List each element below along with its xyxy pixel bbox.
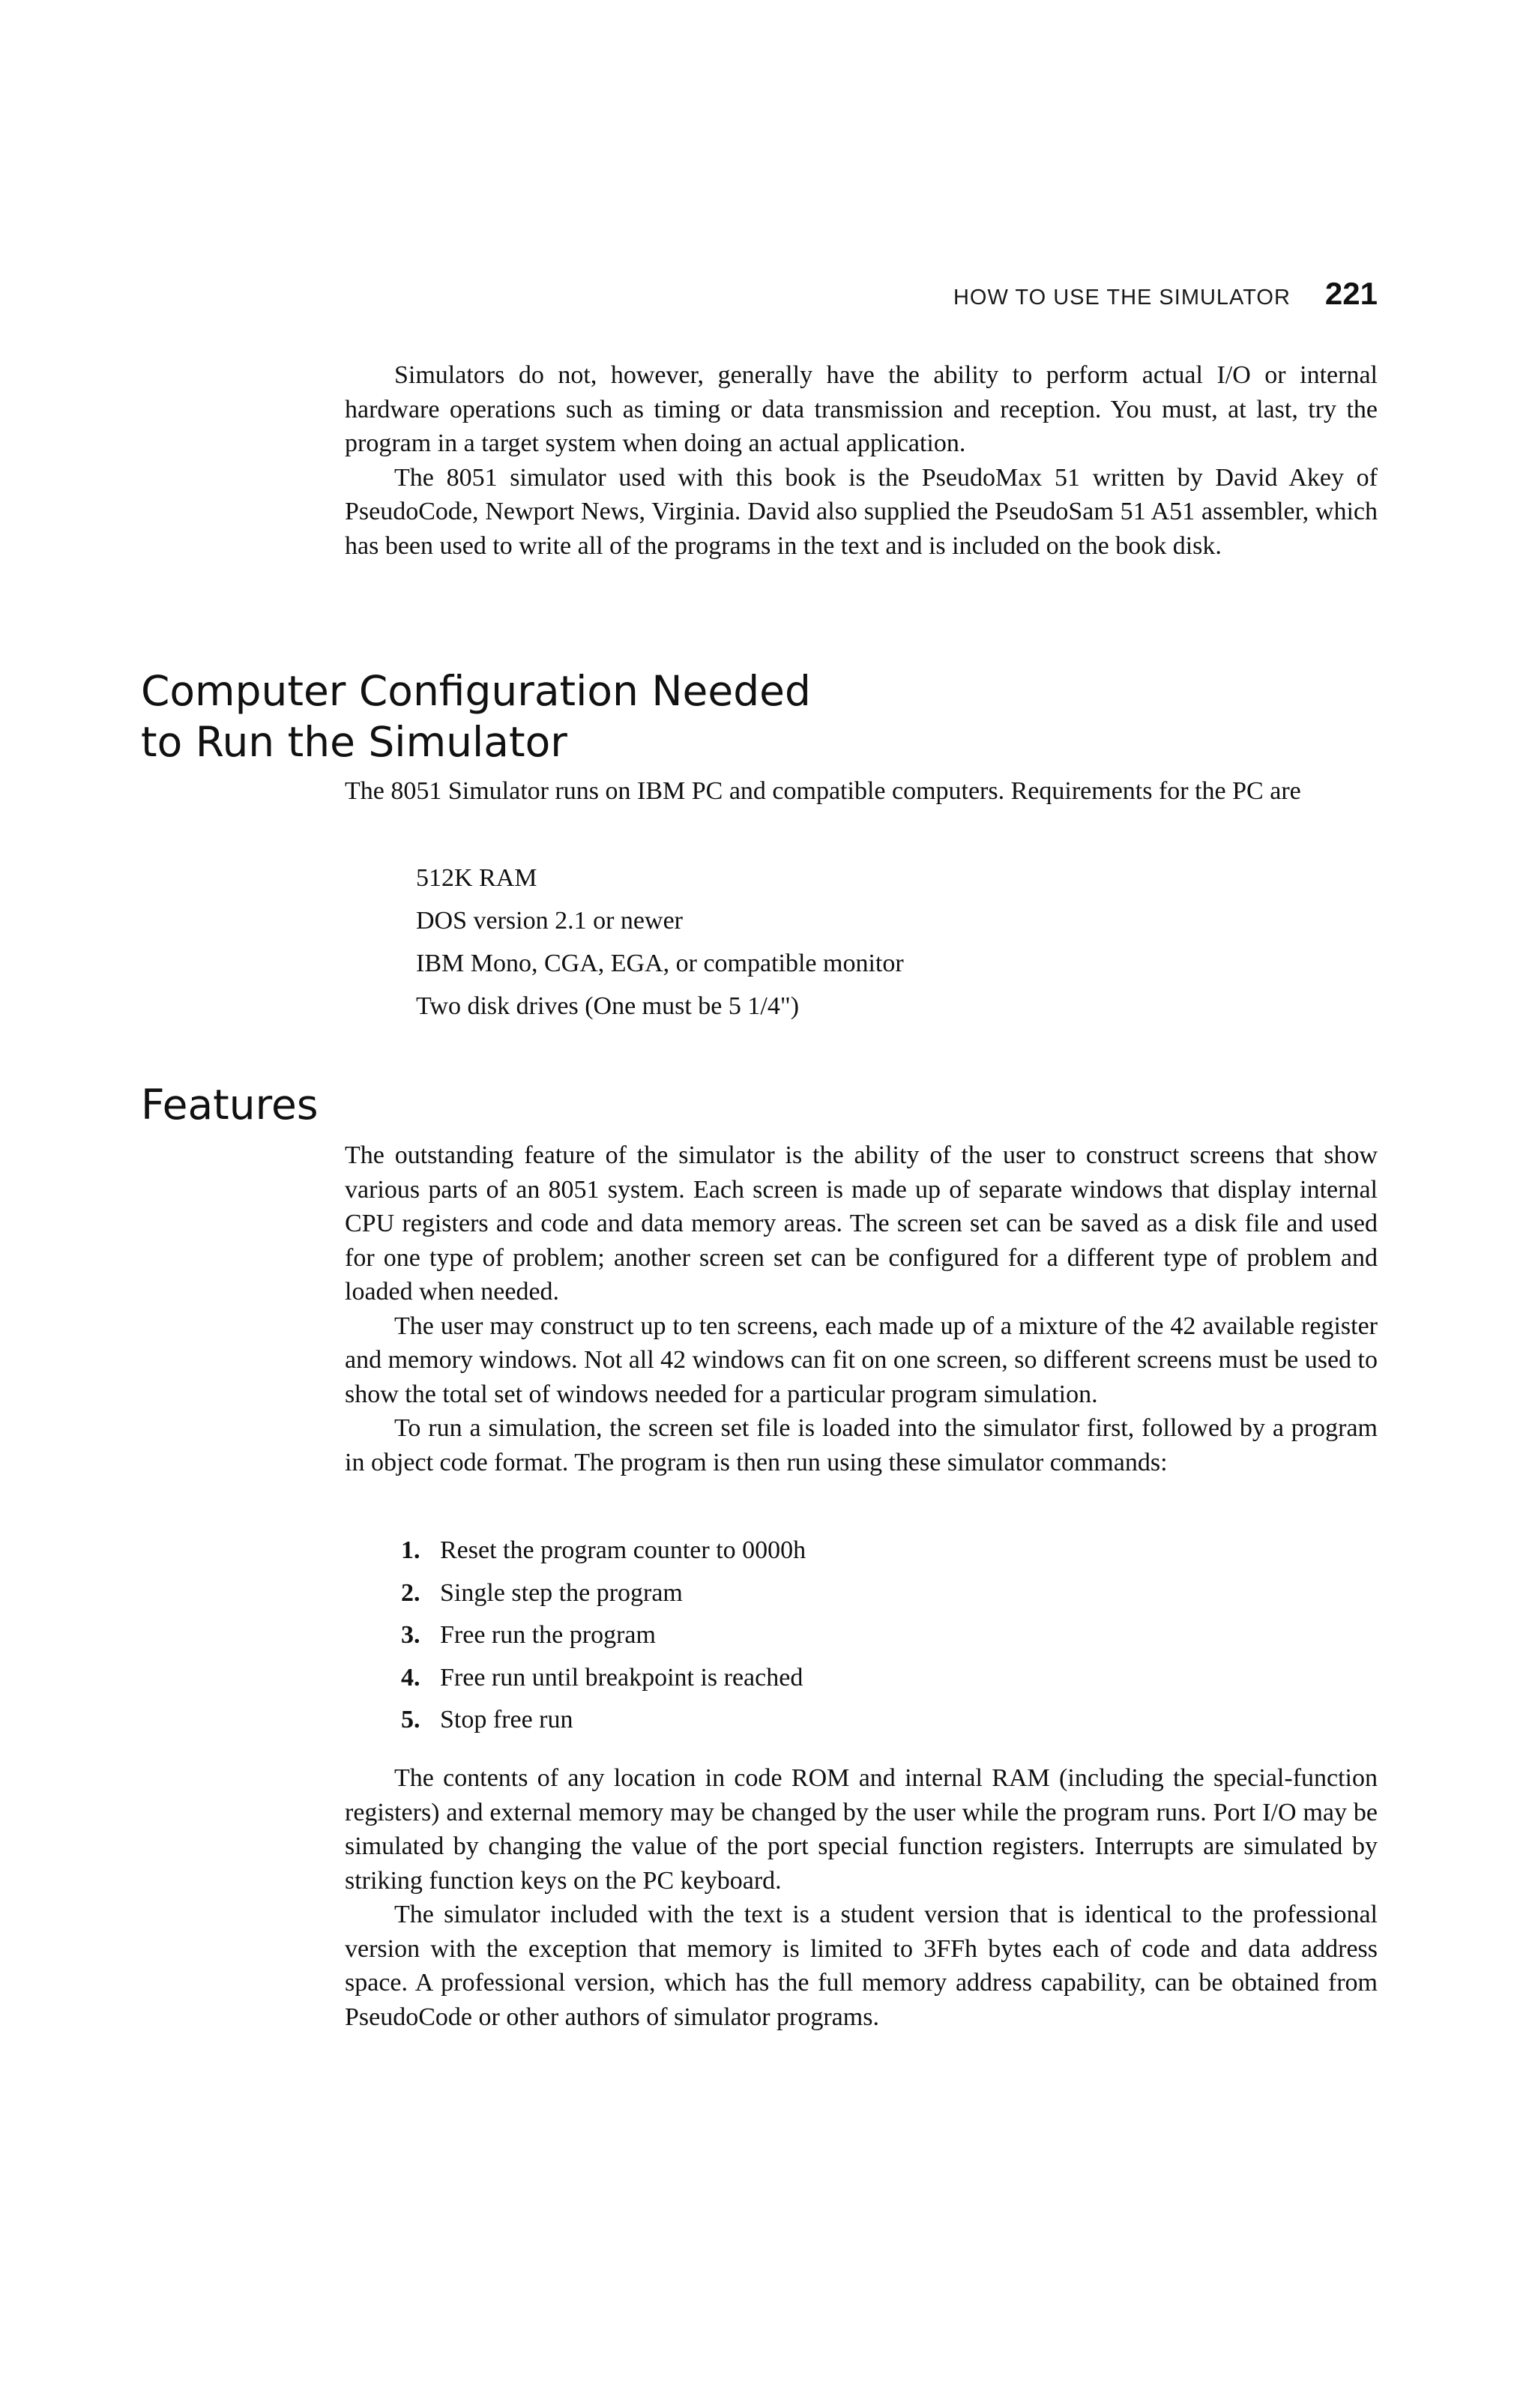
config-heading-line-2: to Run the Simulator [141,718,567,766]
command-number: 2. [401,1578,420,1607]
command-text: Reset the program counter to 0000h [440,1536,806,1564]
features-paragraph-1: The outstanding feature of the simulator is the ability of the user to construct screens that show various parts of an 8051 system. Each screen is made up of separate windows that display internal CPU registers and code and data memory areas. The screen set can be saved as a disk file and used for one type of problem; another screen set can be configured for a different type of problem and loaded when needed. [345,1141,1378,1306]
features-block [345,1138,1378,1479]
command-item [401,1572,806,1615]
command-text: Single step the program [440,1578,683,1607]
features-heading: Features [141,1081,319,1129]
command-item [401,1699,806,1742]
command-number: 3. [401,1621,420,1649]
config-heading-line-1: Computer Configuration Needed [141,667,811,715]
config-lead-block [345,774,1378,809]
simulator-commands-list [401,1530,806,1742]
config-lead-paragraph: The 8051 Simulator runs on IBM PC and compatible computers. Requirements for the PC are [345,777,1301,805]
intro-paragraph-1: Simulators do not, however, generally have the ability to perform actual I/O or internal hardware operations such as timing or data transmission and reception. You must, at last, try the program in a target system when doing an actual application. [345,361,1378,457]
running-head [953,276,1378,312]
requirement-item: 512K RAM [416,864,537,892]
config-heading [141,666,811,767]
command-number: 5. [401,1706,420,1733]
features-closing-block [345,1761,1378,2034]
requirement-item: IBM Mono, CGA, EGA, or compatible monitor [416,950,904,977]
command-number: 4. [401,1663,420,1692]
command-item [401,1530,806,1572]
requirements-list [416,857,904,1028]
intro-paragraph-2: The 8051 simulator used with this book is the PseudoMax 51 written by David Akey of PseudoCode, Newport News, Virginia. David also supplied the PseudoSam 51 A51 assembler, which has been used to write all of the programs in the text and is included on the book disk. [345,463,1378,560]
requirement-item: Two disk drives (One must be 5 1/4") [416,992,800,1020]
command-text: Free run the program [440,1621,656,1649]
features-paragraph-4: The contents of any location in code ROM and internal RAM (including the special-function registers) and external memory may be changed by the user while the program runs. Port I/O may be simulated by changing the value of the port special function registers. Interrupts are simulated by striking function keys on the PC keyboard. [345,1764,1378,1895]
command-text: Free run until breakpoint is reached [440,1663,803,1692]
command-item [401,1614,806,1657]
features-paragraph-3: To run a simulation, the screen set file is loaded into the simulator first, followed by a program in object code format. The program is then run using these simulator commands: [345,1414,1378,1476]
command-number: 1. [401,1536,420,1564]
intro-block [345,358,1378,563]
page-number: 221 [1324,276,1378,311]
requirement-item: DOS version 2.1 or newer [416,907,683,935]
command-text: Stop free run [440,1706,573,1733]
features-paragraph-5: The simulator included with the text is a student version that is identical to the professional version with the exception that memory is limited to 3FFh bytes each of code and data address space. A professional version, which has the full memory address capability, can be obtained from PseudoCode or other authors of simulator programs. [345,1901,1378,2031]
command-item [401,1657,806,1700]
running-title: HOW TO USE THE SIMULATOR [953,286,1291,310]
features-paragraph-2: The user may construct up to ten screens, each made up of a mixture of the 42 available register and memory windows. Not all 42 windows can fit on one screen, so different screens must be used to show the total set of windows needed for a particular program simulation. [345,1312,1378,1408]
